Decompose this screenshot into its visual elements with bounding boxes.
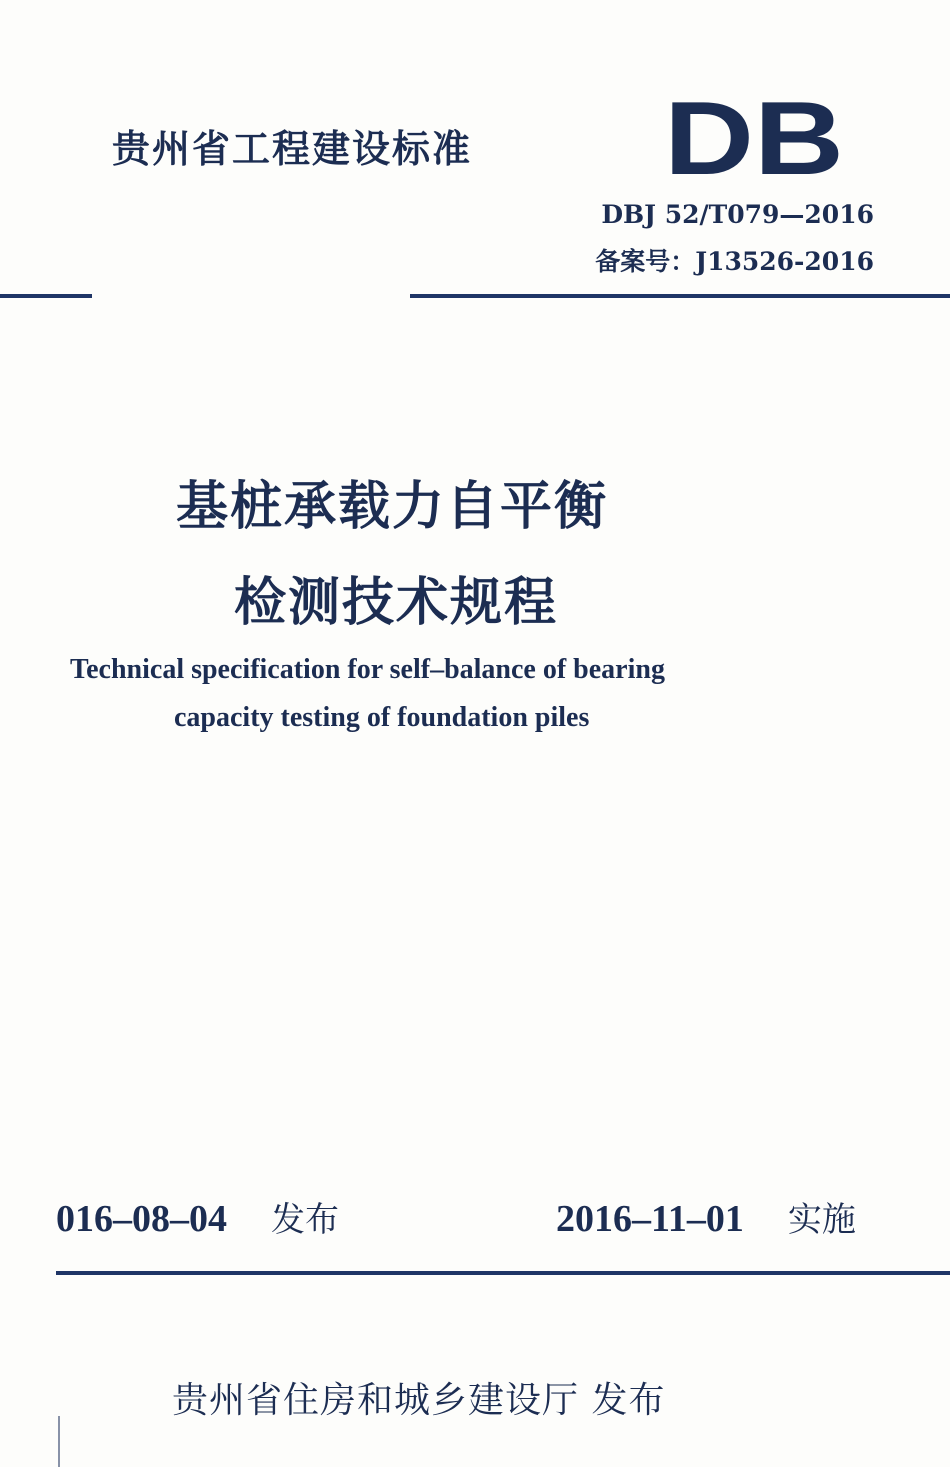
db-logo xyxy=(664,98,846,178)
issue-date: 016–08–04 xyxy=(56,1198,227,1240)
page-edge-mark xyxy=(58,1416,60,1467)
effective-date: 2016–11–01 xyxy=(556,1198,744,1240)
top-rule-left xyxy=(0,294,92,298)
publisher: 贵州省住房和城乡建设厅 发布 xyxy=(172,1380,666,1421)
title-en-line-1: Technical specification for self–balance of bearing xyxy=(70,654,665,685)
effective-date-block xyxy=(556,1192,856,1241)
effective-label: 实施 xyxy=(787,1200,856,1240)
top-rule-right xyxy=(410,294,950,298)
title-cn-line-1: 基桩承载力自平衡 xyxy=(176,476,609,537)
title-en-line-2: capacity testing of foundation piles xyxy=(174,702,590,733)
title-cn-line-2: 检测技术规程 xyxy=(234,572,559,633)
record-number: 备案号：J13526-2016 xyxy=(595,247,874,276)
bottom-rule xyxy=(56,1271,950,1275)
issue-date-block xyxy=(56,1192,339,1241)
svg-text:DB: DB xyxy=(664,98,844,178)
issue-label: 发布 xyxy=(271,1200,339,1240)
standard-code: DBJ 52/T079—2016 xyxy=(601,200,874,229)
standard-series-title: 贵州省工程建设标准 xyxy=(112,127,473,171)
